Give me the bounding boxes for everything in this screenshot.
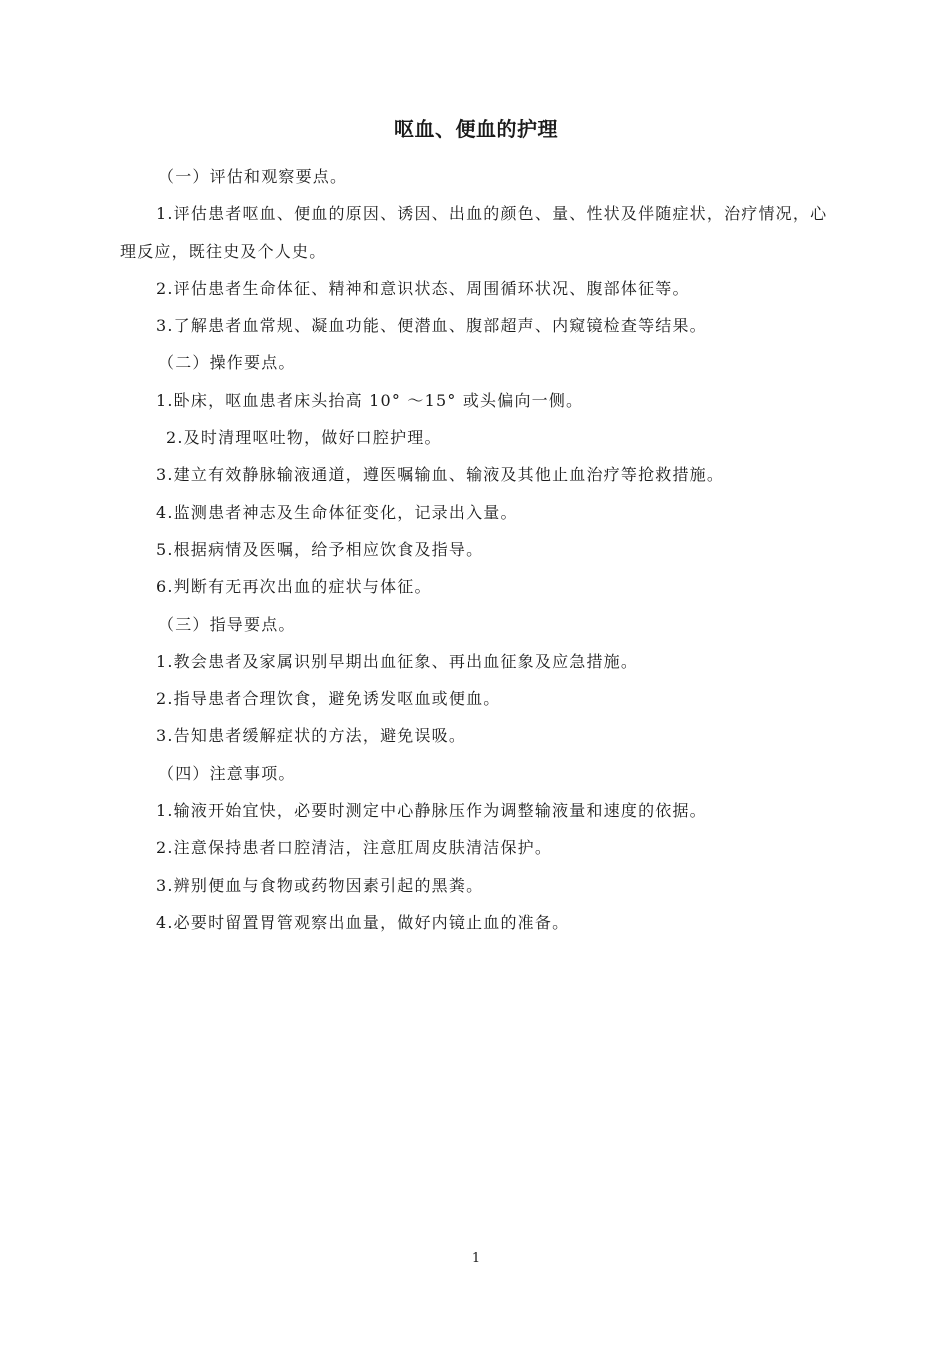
section-heading: （四）注意事项。 bbox=[158, 763, 296, 783]
list-item: 2.及时清理呕吐物，做好口腔护理。 bbox=[166, 428, 442, 448]
section-heading: （三）指导要点。 bbox=[158, 614, 296, 634]
list-item: 1.输液开始宜快，必要时测定中心静脉压作为调整输液量和速度的依据。 bbox=[156, 801, 707, 821]
list-item: 4.必要时留置胃管观察出血量，做好内镜止血的准备。 bbox=[156, 912, 570, 932]
list-item: 1.教会患者及家属识别早期出血征象、再出血征象及应急措施。 bbox=[156, 651, 639, 671]
document-title: 呕血、便血的护理 bbox=[394, 117, 558, 141]
section-heading: （二）操作要点。 bbox=[158, 353, 296, 373]
list-item: 1.评估患者呕血、便血的原因、诱因、出血的颜色、量、性状及伴随症状，治疗情况，心理反应，既往史及个人史。 bbox=[120, 204, 828, 261]
list-item: 3.告知患者缓解症状的方法，避免误吸。 bbox=[156, 726, 467, 746]
document-body bbox=[120, 158, 836, 941]
list-item: 5.根据病情及医嘱，给予相应饮食及指导。 bbox=[156, 539, 484, 559]
list-item: 2.指导患者合理饮食，避免诱发呕血或便血。 bbox=[156, 689, 501, 709]
list-item: 4.监测患者神志及生命体征变化，记录出入量。 bbox=[156, 502, 518, 522]
list-item: 1.卧床，呕血患者床头抬高 10° ～15° 或头偏向一侧。 bbox=[156, 390, 584, 410]
list-item: 3.建立有效静脉输液通道，遵医嘱输血、输液及其他止血治疗等抢救措施。 bbox=[156, 465, 725, 485]
page-number: 1 bbox=[471, 1251, 481, 1266]
section-heading: （一）评估和观察要点。 bbox=[158, 167, 348, 186]
list-item: 2.评估患者生命体征、精神和意识状态、周围循环状况、腹部体征等。 bbox=[156, 278, 690, 298]
list-item: 3.了解患者血常规、凝血功能、便潜血、腹部超声、内窥镜检查等结果。 bbox=[156, 316, 707, 336]
list-item: 2.注意保持患者口腔清洁，注意肛周皮肤清洁保护。 bbox=[156, 838, 553, 858]
list-item: 3.辨别便血与食物或药物因素引起的黑粪。 bbox=[156, 875, 484, 895]
list-item: 6.判断有无再次出血的症状与体征。 bbox=[156, 577, 432, 597]
